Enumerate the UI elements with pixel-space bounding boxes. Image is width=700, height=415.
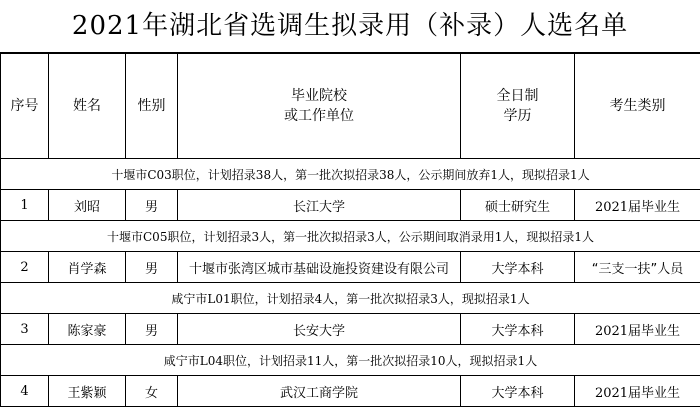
cell-no: 2: [1, 252, 49, 283]
header-school: [178, 54, 461, 159]
header-row: [1, 54, 700, 159]
table-row: [1, 314, 700, 345]
group-caption: 十堰市C05职位，计划招录3人，第一批次拟招录3人，公示期间取消录用1人，现拟招录1人: [1, 221, 700, 252]
cell-name: 肖学森: [49, 252, 126, 283]
cell-school: 武汉工商学院: [178, 376, 461, 407]
cell-school: 长安大学: [178, 314, 461, 345]
cell-education: 大学本科: [461, 314, 575, 345]
group-row: [1, 283, 700, 314]
cell-category: 2021届毕业生: [575, 376, 700, 407]
cell-gender: 男: [126, 190, 178, 221]
group-caption: 咸宁市L04职位，计划招录11人，第一批次拟招录10人，现拟招录1人: [1, 345, 700, 376]
cell-no: 3: [1, 314, 49, 345]
cell-gender: 男: [126, 314, 178, 345]
group-row: [1, 159, 700, 190]
group-row: [1, 345, 700, 376]
header-category: 考生类别: [575, 54, 700, 159]
cell-education: 大学本科: [461, 376, 575, 407]
cell-no: 4: [1, 376, 49, 407]
cell-school: 十堰市张湾区城市基础设施投资建设有限公司: [178, 252, 461, 283]
table-row: [1, 190, 700, 221]
cell-category: “三支一扶”人员: [575, 252, 700, 283]
group-row: [1, 221, 700, 252]
cell-gender: 女: [126, 376, 178, 407]
header-school-line1: 毕业院校: [291, 88, 347, 104]
cell-no: 1: [1, 190, 49, 221]
cell-school: 长江大学: [178, 190, 461, 221]
cell-name: 陈家豪: [49, 314, 126, 345]
header-name: 姓名: [49, 54, 126, 159]
page-title: 2021年湖北省选调生拟录用（补录）人选名单: [0, 0, 700, 53]
table-row: [1, 376, 700, 407]
header-edu-line1: 全日制: [496, 88, 539, 104]
group-caption: 十堰市C03职位，计划招录38人，第一批次拟招录38人，公示期间放弃1人，现拟招录1人: [1, 159, 700, 190]
header-gender: 性别: [126, 54, 178, 159]
cell-category: 2021届毕业生: [575, 314, 700, 345]
header-education: [461, 54, 575, 159]
header-no: 序号: [1, 54, 49, 159]
candidate-table: [0, 53, 700, 407]
cell-gender: 男: [126, 252, 178, 283]
cell-category: 2021届毕业生: [575, 190, 700, 221]
cell-name: 王紫颖: [49, 376, 126, 407]
cell-name: 刘昭: [49, 190, 126, 221]
header-school-line2: 或工作单位: [284, 108, 354, 124]
group-caption: 咸宁市L01职位，计划招录4人，第一批次拟招录3人，现拟招录1人: [1, 283, 700, 314]
cell-education: 大学本科: [461, 252, 575, 283]
cell-education: 硕士研究生: [461, 190, 575, 221]
header-edu-line2: 学历: [503, 108, 532, 124]
table-row: [1, 252, 700, 283]
